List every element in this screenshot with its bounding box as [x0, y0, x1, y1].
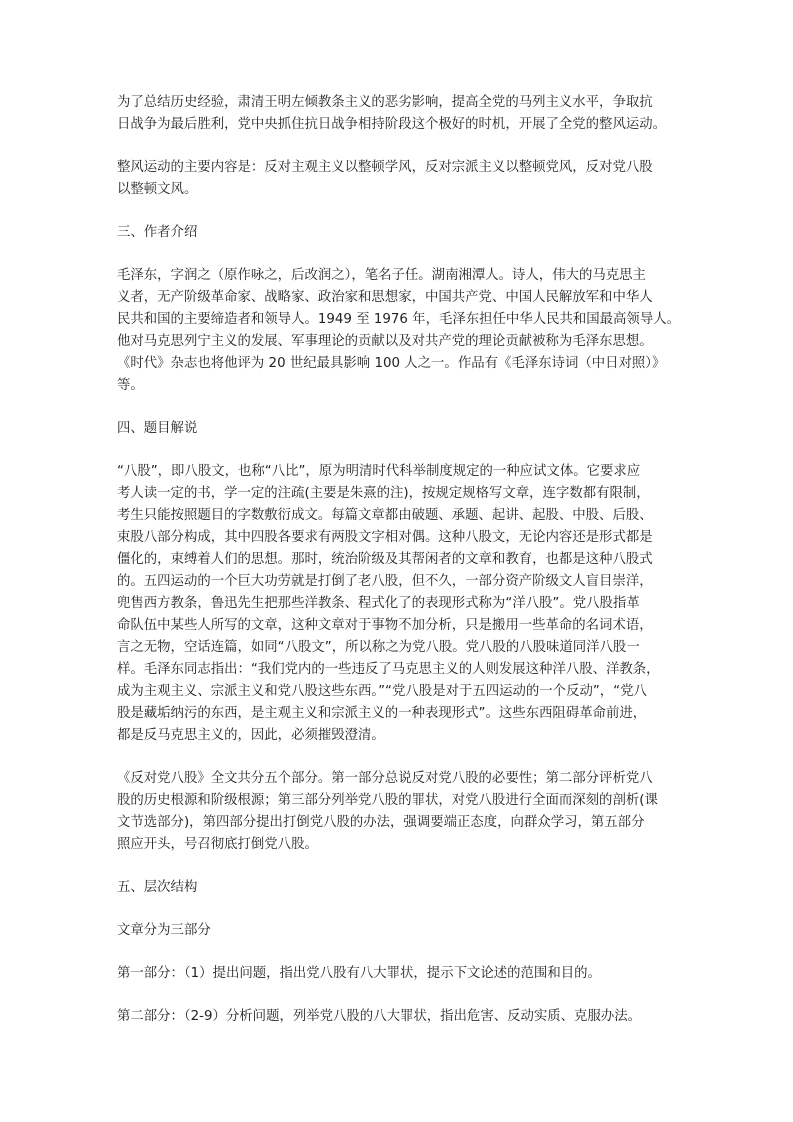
heading-text: 四、题目解说: [117, 421, 198, 436]
text-line: 义者，无产阶级革命家、战略家、政治家和思想家，中国共产党、中国人民解放军和中华人: [117, 290, 653, 305]
paragraph-part-one: [117, 963, 677, 985]
text-line: 僵化的，束缚着人们的思想。那时，统治阶级及其帮闲者的文章和教育，也都是这种八股式: [117, 552, 653, 567]
text-line: 以整顿文风。: [117, 182, 198, 197]
text-line: 整风运动的主要内容是：反对主观主义以整顿学风，反对宗派主义以整顿党风，反对党八股: [117, 160, 653, 175]
text-line: 的。五四运动的一个巨大功劳就是打倒了老八股，但不久，一部分资产阶级文人盲目崇洋，: [117, 574, 653, 589]
paragraph-part-two: [117, 1006, 677, 1028]
text-line: 《反对党八股》全文共分五个部分。第一部分总说反对党八股的必要性；第二部分评析党八: [117, 771, 653, 786]
text-line: 民共和国的主要缔造者和领导人。1949 至 1976 年，毛泽东担任中华人民共和国最高领导人。: [117, 312, 680, 327]
text-line: 《时代》杂志也将他评为 20 世纪最具影响 100 人之一。作品有《毛泽东诗词（中日对照）》: [117, 356, 666, 371]
paragraph-zhengfeng-content: [117, 157, 677, 201]
section-heading-author: [117, 222, 677, 244]
text-line: 束股八部分构成，其中四股各要求有两股文字相对偶。这种八股文，无论内容还是形式都是: [117, 530, 653, 545]
paragraph-article-structure-overview: [117, 768, 677, 856]
text-line: 都是反马克思主义的，因此，必须摧毁澄清。: [117, 728, 385, 743]
text-line: 成为主观主义、宗派主义和党八股这些东西。”“党八股是对于五四运动的一个反动”，“党八: [117, 684, 647, 699]
text-line: 第一部分：（1）提出问题，指出党八股有八大罪状，提示下文论述的范围和目的。: [117, 966, 601, 981]
text-line: 言之无物，空话连篇，如同“八股文”，所以称之为党八股。党八股的八股味道同洋八股一: [117, 640, 640, 655]
text-line: “八股”，即八股文，也称“八比”，原为明清时代科举制度规定的一种应试文体。它要求应: [117, 464, 641, 479]
heading-text: 五、层次结构: [117, 880, 198, 895]
text-line: 为了总结历史经验，肃清王明左倾教条主义的恶劣影响，提高全党的马列主义水平，争取抗: [117, 95, 653, 110]
text-line: 日战争为最后胜利，党中央抓住抗日战争相持阶段这个极好的时机，开展了全党的整风运动。: [117, 117, 667, 132]
text-line: 考人读一定的书，学一定的注疏(主要是朱熹的注)，按规定规格写文章，连字数都有限制，: [117, 486, 650, 501]
section-heading-title-explanation: [117, 418, 677, 440]
text-line: 兜售西方教条，鲁迅先生把那些洋教条、程式化了的表现形式称为“洋八股”。党八股指革: [117, 596, 640, 611]
heading-text: 三、作者介绍: [117, 225, 198, 240]
paragraph-bagu-explanation: [117, 461, 677, 747]
section-heading-structure: [117, 877, 677, 899]
text-line: 毛泽东，字润之（原作咏之，后改润之），笔名子任。湖南湘潭人。诗人，伟大的马克思主: [117, 268, 646, 283]
text-line: 考生只能按照题目的字数敷衍成文。每篇文章都由破题、承题、起讲、起股、中股、后股、: [117, 508, 653, 523]
paragraph-author-intro: [117, 265, 680, 397]
text-line: 第二部分：（2-9）分析问题，列举党八股的八大罪状，指出危害、反动实质、克服办法。: [117, 1009, 642, 1024]
text-line: 照应开头，号召彻底打倒党八股。: [117, 837, 318, 852]
text-line: 命队伍中某些人所写的文章，这种文章对于事物不加分析，只是搬用一些革命的名词术语，: [117, 618, 653, 633]
paragraph-three-parts: [117, 920, 677, 942]
text-line: 股的历史根源和阶级根源；第三部分列举党八股的罪状，对党八股进行全面而深刻的剖析(课: [117, 793, 658, 808]
text-line: 样。毛泽东同志指出：“我们党内的一些违反了马克思主义的人则发展这种洋八股、洋教条，: [117, 662, 660, 677]
paragraph-zhengfeng-background: [117, 92, 677, 136]
document-page: [117, 92, 680, 1049]
text-line: 文节选部分)，第四部分提出打倒党八股的办法，强调要端正态度，向群众学习，第五部分: [117, 815, 645, 830]
text-line: 股是藏垢纳污的东西，是主观主义和宗派主义的一种表现形式”。这些东西阻碍革命前进，: [117, 706, 647, 721]
text-line: 文章分为三部分: [117, 923, 211, 938]
text-line: 他对马克思列宁主义的发展、军事理论的贡献以及对共产党的理论贡献被称为毛泽东思想。: [117, 334, 653, 349]
text-line: 等。: [117, 378, 144, 393]
